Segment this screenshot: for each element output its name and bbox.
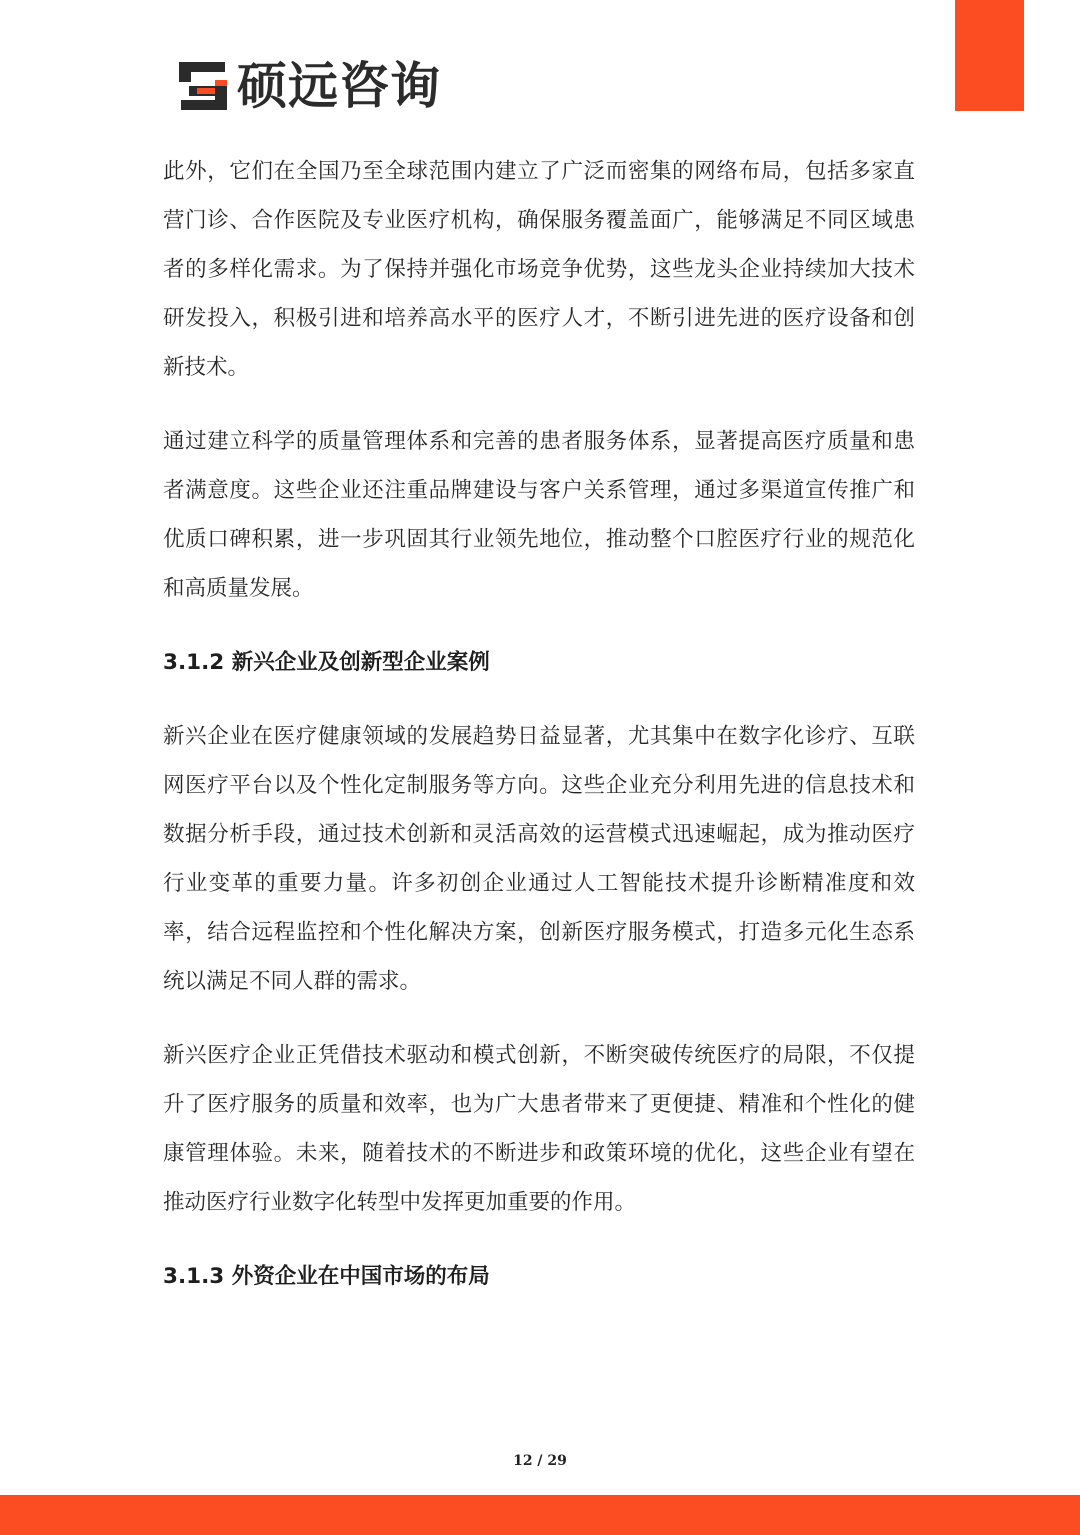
body-paragraph: 此外，它们在全国乃至全球范围内建立了广泛而密集的网络布局，包括多家直营门诊、合作医院及专业医疗机构，确保服务覆盖面广，能够满足不同区域患者的多样化需求。为了保持并强化市场竞争优势，这些龙头企业持续加大技术研发投入，积极引进和培养高水平的医疗人才，不断引进先进的医疗设备和创新技术。 bbox=[163, 159, 915, 380]
brand-name: 硕远咨询 bbox=[237, 57, 441, 115]
corner-accent-tab bbox=[955, 0, 1024, 111]
s-logo-mark-icon bbox=[175, 58, 231, 114]
page-number: 12 / 29 bbox=[513, 1453, 567, 1469]
document-body bbox=[163, 147, 915, 1326]
footer-accent-bar bbox=[0, 1495, 1080, 1535]
body-paragraph: 通过建立科学的质量管理体系和完善的患者服务体系，显著提高医疗质量和患者满意度。这些企业还注重品牌建设与客户关系管理，通过多渠道宣传推广和优质口碑积累，进一步巩固其行业领先地位，推动整个口腔医疗行业的规范化和高质量发展。 bbox=[163, 429, 915, 601]
body-paragraph: 新兴企业在医疗健康领域的发展趋势日益显著，尤其集中在数字化诊疗、互联网医疗平台以及个性化定制服务等方向。这些企业充分利用先进的信息技术和数据分析手段，通过技术创新和灵活高效的运营模式迅速崛起，成为推动医疗行业变革的重要力量。许多初创企业通过人工智能技术提升诊断精准度和效率，结合远程监控和个性化解决方案，创新医疗服务模式，打造多元化生态系统以满足不同人群的需求。 bbox=[163, 724, 915, 994]
section-heading: 3.1.3 外资企业在中国市场的布局 bbox=[163, 1264, 490, 1289]
body-paragraph: 新兴医疗企业正凭借技术驱动和模式创新，不断突破传统医疗的局限，不仅提升了医疗服务的质量和效率，也为广大患者带来了更便捷、精准和个性化的健康管理体验。未来，随着技术的不断进步和政策环境的优化，这些企业有望在推动医疗行业数字化转型中发挥更加重要的作用。 bbox=[163, 1043, 915, 1215]
section-heading: 3.1.2 新兴企业及创新型企业案例 bbox=[163, 650, 490, 675]
brand-logo bbox=[175, 58, 441, 114]
